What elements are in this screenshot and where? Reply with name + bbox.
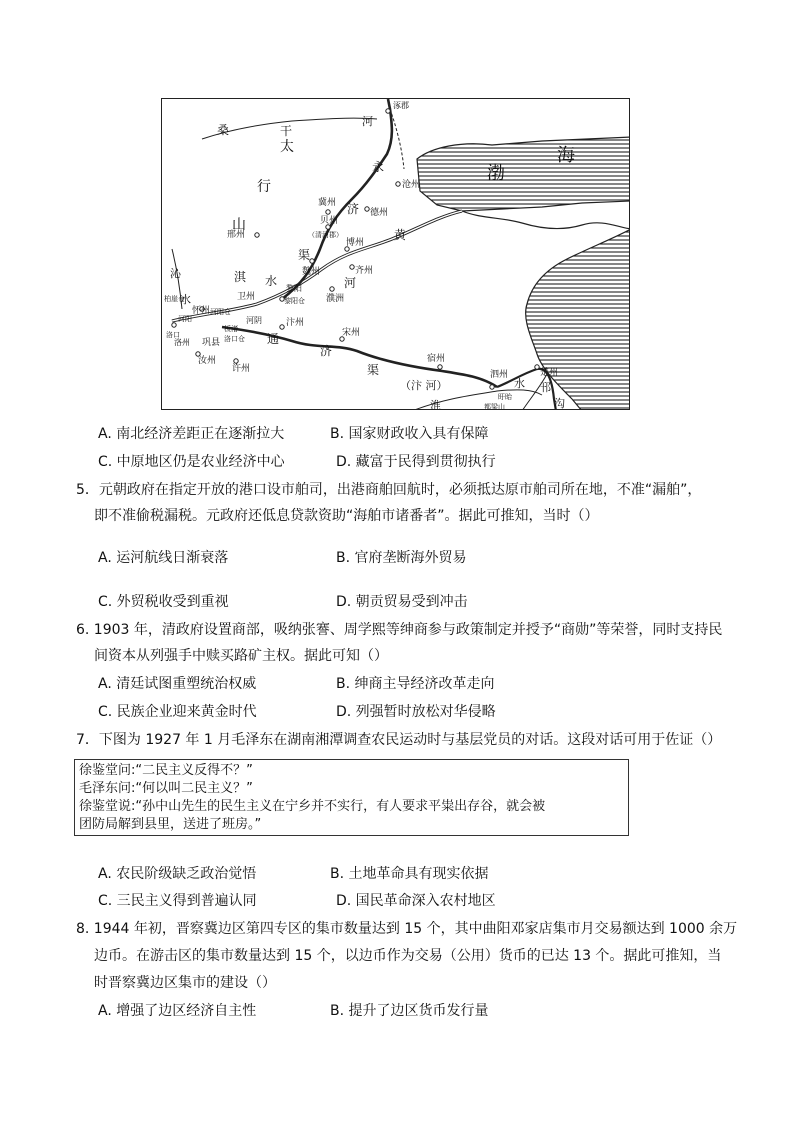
river-label-gan: 干 [280, 124, 293, 138]
city-bozhou: 博州 [346, 238, 365, 248]
q5-stem-line-2: 即不准偷税漏税。元政府还低息贷款资助“海舶市诸番者”。据此可推知，当时（） [94, 508, 599, 524]
q6-option-d: D. 列强暂时放松对华侵略 [336, 704, 496, 720]
city-xuyi: 盱眙 [498, 393, 512, 401]
river-label-huang: 黄 [394, 228, 407, 242]
city-songzhou: 宋州 [342, 328, 361, 338]
city-jizhou: 冀州 [318, 198, 337, 208]
q7-dialog-line-2: 毛泽东问:“何以叫二民主义？” [79, 781, 253, 796]
q4-option-c: C. 中原地区仍是农业经济中心 [98, 454, 285, 470]
q6-stem-line-1: 6. 1903 年，清政府设置商部，吸纳张謇、周学熙等绅商参与政策制定并授予“商勋”等荣誉，同时支持民 [76, 622, 723, 638]
river-label-he: 河 [344, 276, 357, 290]
river-label-shui-2: 水 [180, 293, 191, 306]
q5-stem-line-1: 5．元朝政府在指定开放的港口设市舶司，出港商舶回航时，必须抵达原市舶司所在地，不准“漏舶”， [76, 482, 702, 498]
city-luozhou: 洛州 [174, 338, 190, 347]
city-luokou-small: 洛口 [166, 331, 180, 339]
city-bai: 柏崖仓 [164, 295, 185, 303]
q4-option-b: B. 国家财政收入具有保障 [330, 426, 489, 442]
mountain-label-tai: 太 [280, 139, 294, 155]
river-label-qi: 淇 [234, 270, 247, 284]
q4-option-d: D. 藏富于民得到贯彻执行 [336, 454, 496, 470]
q5-option-d: D. 朝贡贸易受到冲击 [336, 594, 468, 610]
bohai-sea [417, 137, 630, 211]
q6-option-c: C. 民族企业迎来黄金时代 [98, 704, 257, 720]
city-cangzhou: 沧州 [402, 180, 421, 190]
city-sizhou: 泗州 [490, 370, 509, 380]
q7-option-a: A. 农民阶级缺乏政治觉悟 [98, 866, 257, 882]
city-luokoucang: 洛口仓 [224, 335, 245, 343]
city-liyangcang: 黎阳仓 [284, 297, 305, 305]
q7-dialog-line-4: 团防局解到县里，送进了班房。” [79, 817, 262, 832]
q8-option-a: A. 增强了边区经济自主性 [98, 1003, 257, 1019]
city-dezhou: 德州 [370, 208, 389, 218]
q7-dialog-box [74, 759, 629, 836]
canal-map-svg [162, 99, 630, 410]
city-dumei: 都梁山 [484, 403, 505, 411]
river-label-gou: 沟 [554, 397, 565, 410]
city-weizhou-2: 卫州 [237, 292, 256, 302]
city-xuzhou: 许州 [232, 364, 251, 374]
river-label-ji-2: 济 [320, 344, 333, 358]
river-label-han: 邗 [540, 381, 551, 394]
city-suzhou: 宿州 [427, 354, 446, 364]
city-qizhou: 齐州 [355, 266, 374, 276]
q8-stem-line-2: 边币。在游击区的集市数量达到 15 个，以边币作为交易（公用）货币的已达 13 个。据此可推知，当 [94, 948, 722, 964]
city-heyang-small: 河阳 [178, 315, 192, 323]
mountain-label-hang: 行 [257, 179, 271, 195]
coastline-shandong [462, 211, 630, 229]
mountain-label-shan: 山 [232, 217, 246, 233]
city-gong: 巩县 [202, 338, 221, 348]
q5-option-b: B. 官府垄断海外贸易 [336, 550, 467, 566]
city-chuzhou: 楚州 [540, 368, 559, 378]
q8-option-b: B. 提升了边区货币发行量 [330, 1003, 489, 1019]
q5-option-a: A. 运河航线日渐衰落 [98, 550, 229, 566]
city-banzhu: 板渚 [224, 325, 238, 333]
river-label-qu-2: 渠 [367, 363, 380, 377]
yongji-canal [282, 99, 392, 299]
city-liyang: 黎阳 [286, 284, 302, 293]
river-label-qin: 沁 [170, 267, 181, 280]
river-label-sang: 桑 [217, 123, 230, 137]
q7-dialog-line-1: 徐鉴堂问:“二民主义反得不？” [79, 763, 253, 778]
canal-map [161, 98, 630, 410]
city-huaizhou: 怀州 [192, 306, 211, 316]
q7-option-c: C. 三民主义得到普遍认同 [98, 893, 257, 909]
city-ruzhou: 汝州 [198, 356, 217, 366]
river-label-tong: 通 [267, 332, 280, 346]
q6-option-b: B. 绅商主导经济改革走向 [336, 676, 495, 692]
city-xingzhou: 邢州 [227, 230, 246, 240]
river-label-ji: 济 [347, 202, 360, 216]
river-label-yong: 永 [372, 160, 385, 174]
river-label-qu: 渠 [298, 248, 311, 262]
river-label-huai: 淮 [430, 399, 441, 411]
city-puzhou: 濮洲 [326, 294, 345, 304]
river-label-bian: （汴 河） [400, 379, 448, 392]
river-label-shui-3: 水 [514, 377, 525, 390]
q8-stem-line-1: 8. 1944 年初，晋察冀边区第四专区的集市数量达到 15 个，其中曲阳邓家店集市月交易额达到 1000 余万 [76, 921, 738, 937]
q4-option-a: A. 南北经济差距正在逐渐拉大 [98, 426, 285, 442]
q6-stem-line-2: 间资本从列强手中赎买路矿主权。据此可知（） [94, 648, 388, 664]
city-heyin: 河阴 [246, 316, 262, 325]
q5-option-c: C. 外贸税收受到重视 [98, 594, 229, 610]
q7-stem-line-1: 7．下图为 1927 年 1 月毛泽东在湖南湘潭调查农民运动时与基层党员的对话。这段对话可用于佐证（） [76, 732, 722, 748]
city-zhuojun: 涿郡 [393, 101, 409, 110]
river-label-he-ne: 河 [362, 115, 373, 128]
q8-stem-line-3: 时晋察冀边区集市的建设（） [94, 975, 276, 991]
city-weizhou: 魏州 [302, 267, 321, 277]
city-beizhou: 贝州 [320, 216, 339, 226]
sea-label-hai: 海 [557, 145, 575, 166]
river-label-shui-1: 水 [265, 274, 278, 288]
q7-option-b: B. 土地革命具有现实依据 [330, 866, 489, 882]
q7-dialog-line-3: 徐鉴堂说:“孙中山先生的民生主义在宁乡并不实行，有人要求平粜出存谷，就会被 [79, 799, 546, 814]
city-qinghe: （清河郡） [308, 231, 343, 239]
q6-option-a: A. 清廷试图重塑统治权威 [98, 676, 257, 692]
city-heyangcang: 河阳仓 [210, 308, 231, 316]
sea-label-bo: 渤 [487, 163, 505, 184]
q7-option-d: D. 国民革命深入农村地区 [336, 893, 496, 909]
city-bianzhou: 汴州 [286, 318, 305, 328]
